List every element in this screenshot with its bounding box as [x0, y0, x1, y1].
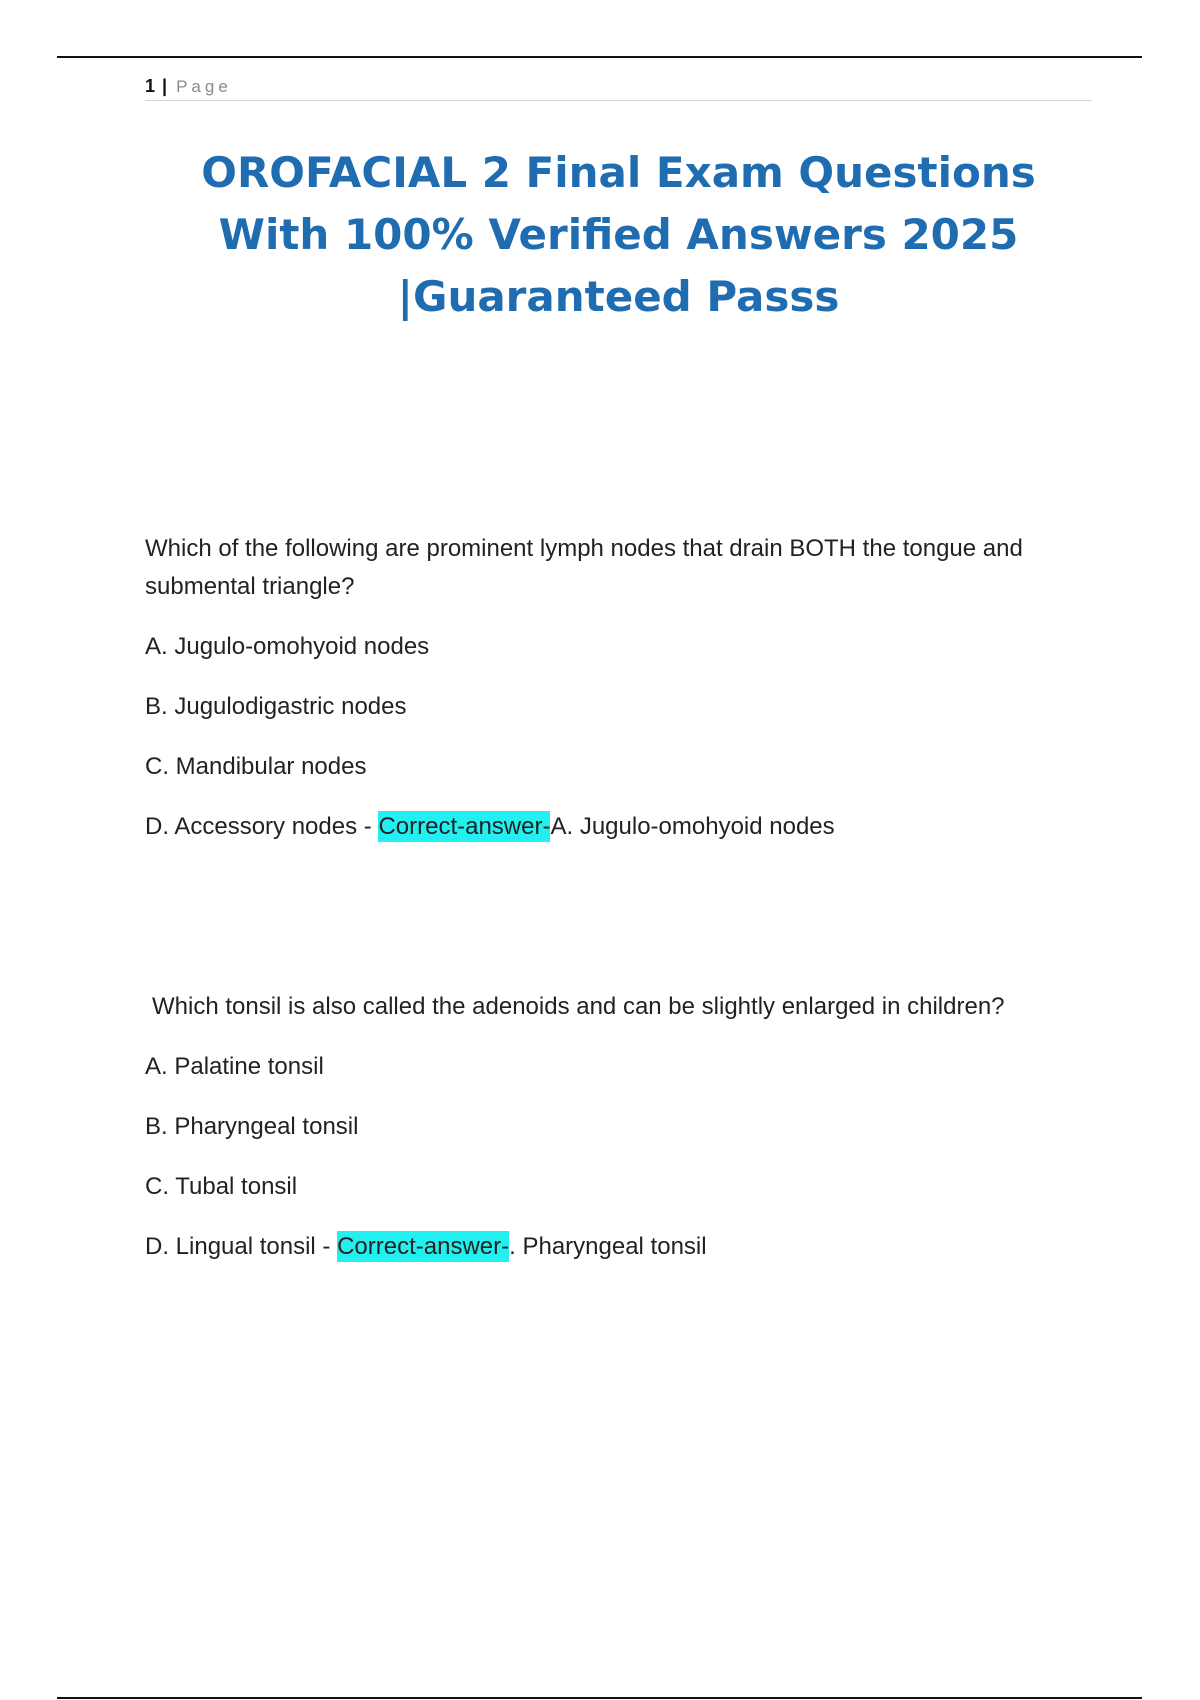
question-2 [145, 988, 1105, 1288]
option-d-with-answer [145, 1228, 1105, 1266]
question-text: Which of the following are prominent lymph nodes that drain BOTH the tongue and submental triangle? [145, 535, 1023, 600]
document-title: OROFACIAL 2 Final Exam Questions With 100% Verified Answers 2025 |Guaranteed Passs [201, 148, 1036, 321]
page-separator: | [162, 76, 168, 96]
option-a: A. Jugulo-omohyoid nodes [145, 633, 430, 660]
option-d: D. Accessory nodes - [145, 813, 379, 840]
page-number: 1 [145, 76, 156, 96]
correct-answer-marker: Correct-answer- [378, 813, 551, 840]
option-a: A. Palatine tonsil [145, 1053, 324, 1080]
page-header [145, 72, 1092, 101]
correct-answer-marker: Correct-answer- [337, 1233, 510, 1260]
question-text: Which tonsil is also called the adenoids and can be slightly enlarged in children? [152, 993, 1005, 1020]
option-d: D. Lingual tonsil - [145, 1233, 338, 1260]
option-b: B. Pharyngeal tonsil [145, 1113, 359, 1140]
bottom-rule [57, 1697, 1142, 1699]
option-d-with-answer [145, 808, 1105, 846]
page-label: Page [176, 77, 232, 96]
top-rule [57, 56, 1142, 58]
option-c: C. Tubal tonsil [145, 1173, 298, 1200]
correct-answer-text: . Pharyngeal tonsil [509, 1233, 707, 1260]
option-b: B. Jugulodigastric nodes [145, 693, 407, 720]
option-c: C. Mandibular nodes [145, 753, 367, 780]
correct-answer-text: A. Jugulo-omohyoid nodes [550, 813, 835, 840]
question-1 [145, 530, 1105, 868]
